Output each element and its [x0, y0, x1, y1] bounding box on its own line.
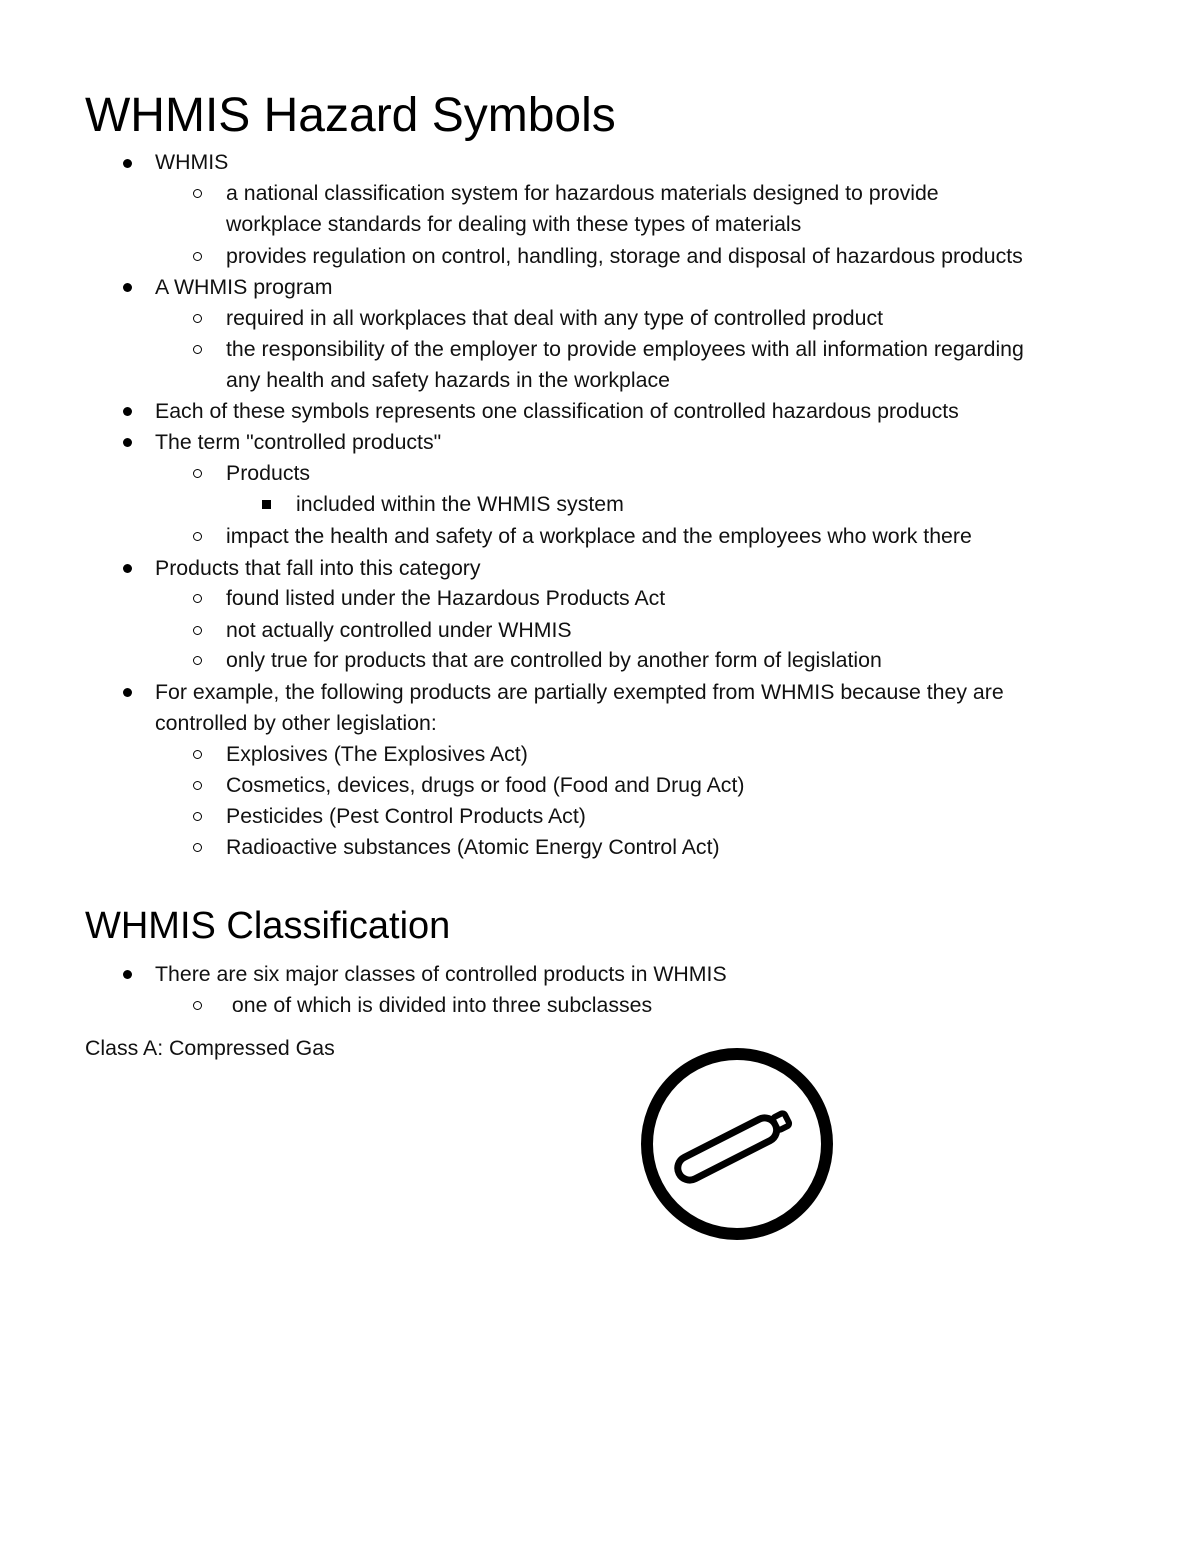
bullet-circle: [193, 252, 202, 261]
list-item: only true for products that are controlled by another form of legislation: [226, 648, 882, 672]
bullet-circle: [193, 1001, 202, 1010]
section-heading: WHMIS Classification: [85, 905, 451, 947]
list-item-continuation: controlled by other legislation:: [155, 711, 437, 735]
class-a-label: Class A: Compressed Gas: [85, 1036, 335, 1060]
page-title: WHMIS Hazard Symbols: [85, 89, 616, 142]
bullet-dot: [123, 688, 132, 697]
bullet-square: [262, 500, 271, 509]
list-item: impact the health and safety of a workplace and the employees who work there: [226, 524, 972, 548]
list-item: a national classification system for hazardous materials designed to provide: [226, 181, 939, 205]
list-item-continuation: any health and safety hazards in the workplace: [226, 368, 670, 392]
list-item: A WHMIS program: [155, 275, 333, 299]
list-item: Radioactive substances (Atomic Energy Control Act): [226, 835, 720, 859]
bullet-circle: [193, 469, 202, 478]
list-item: Explosives (The Explosives Act): [226, 742, 528, 766]
bullet-circle: [193, 532, 202, 541]
compressed-gas-cylinder-icon: [638, 1045, 836, 1243]
list-item: found listed under the Hazardous Products Act: [226, 586, 666, 610]
list-item: required in all workplaces that deal with any type of controlled product: [226, 306, 884, 330]
list-item: For example, the following products are partially exempted from WHMIS because they are: [155, 680, 1004, 704]
list-item: Products that fall into this category: [155, 556, 481, 580]
bullet-dot: [123, 564, 132, 573]
bullet-circle: [193, 843, 202, 852]
bullet-circle: [193, 781, 202, 790]
bullet-circle: [193, 345, 202, 354]
bullet-dot: [123, 438, 132, 447]
list-item: The term "controlled products": [155, 430, 442, 454]
list-item: the responsibility of the employer to provide employees with all information regarding: [226, 337, 1024, 361]
bullet-dot: [123, 159, 132, 168]
list-item: provides regulation on control, handling, storage and disposal of hazardous products: [226, 244, 1023, 268]
list-item-continuation: workplace standards for dealing with these types of materials: [226, 212, 802, 236]
bullet-circle: [193, 626, 202, 635]
bullet-dot: [123, 407, 132, 416]
bullet-dot: [123, 283, 132, 292]
bullet-dot: [123, 970, 132, 979]
list-item: one of which is divided into three subclasses: [226, 993, 653, 1017]
list-item: There are six major classes of controlled products in WHMIS: [155, 962, 727, 986]
list-item: Each of these symbols represents one classification of controlled hazardous products: [155, 399, 959, 423]
bullet-circle: [193, 314, 202, 323]
list-item: included within the WHMIS system: [296, 492, 624, 516]
list-item: Pesticides (Pest Control Products Act): [226, 804, 586, 828]
bullet-circle: [193, 189, 202, 198]
bullet-circle: [193, 812, 202, 821]
list-item: not actually controlled under WHMIS: [226, 618, 572, 642]
list-item: Cosmetics, devices, drugs or food (Food and Drug Act): [226, 773, 745, 797]
bullet-circle: [193, 656, 202, 665]
bullet-circle: [193, 750, 202, 759]
list-item: Products: [226, 461, 311, 485]
list-item: WHMIS: [155, 150, 229, 174]
bullet-circle: [193, 594, 202, 603]
